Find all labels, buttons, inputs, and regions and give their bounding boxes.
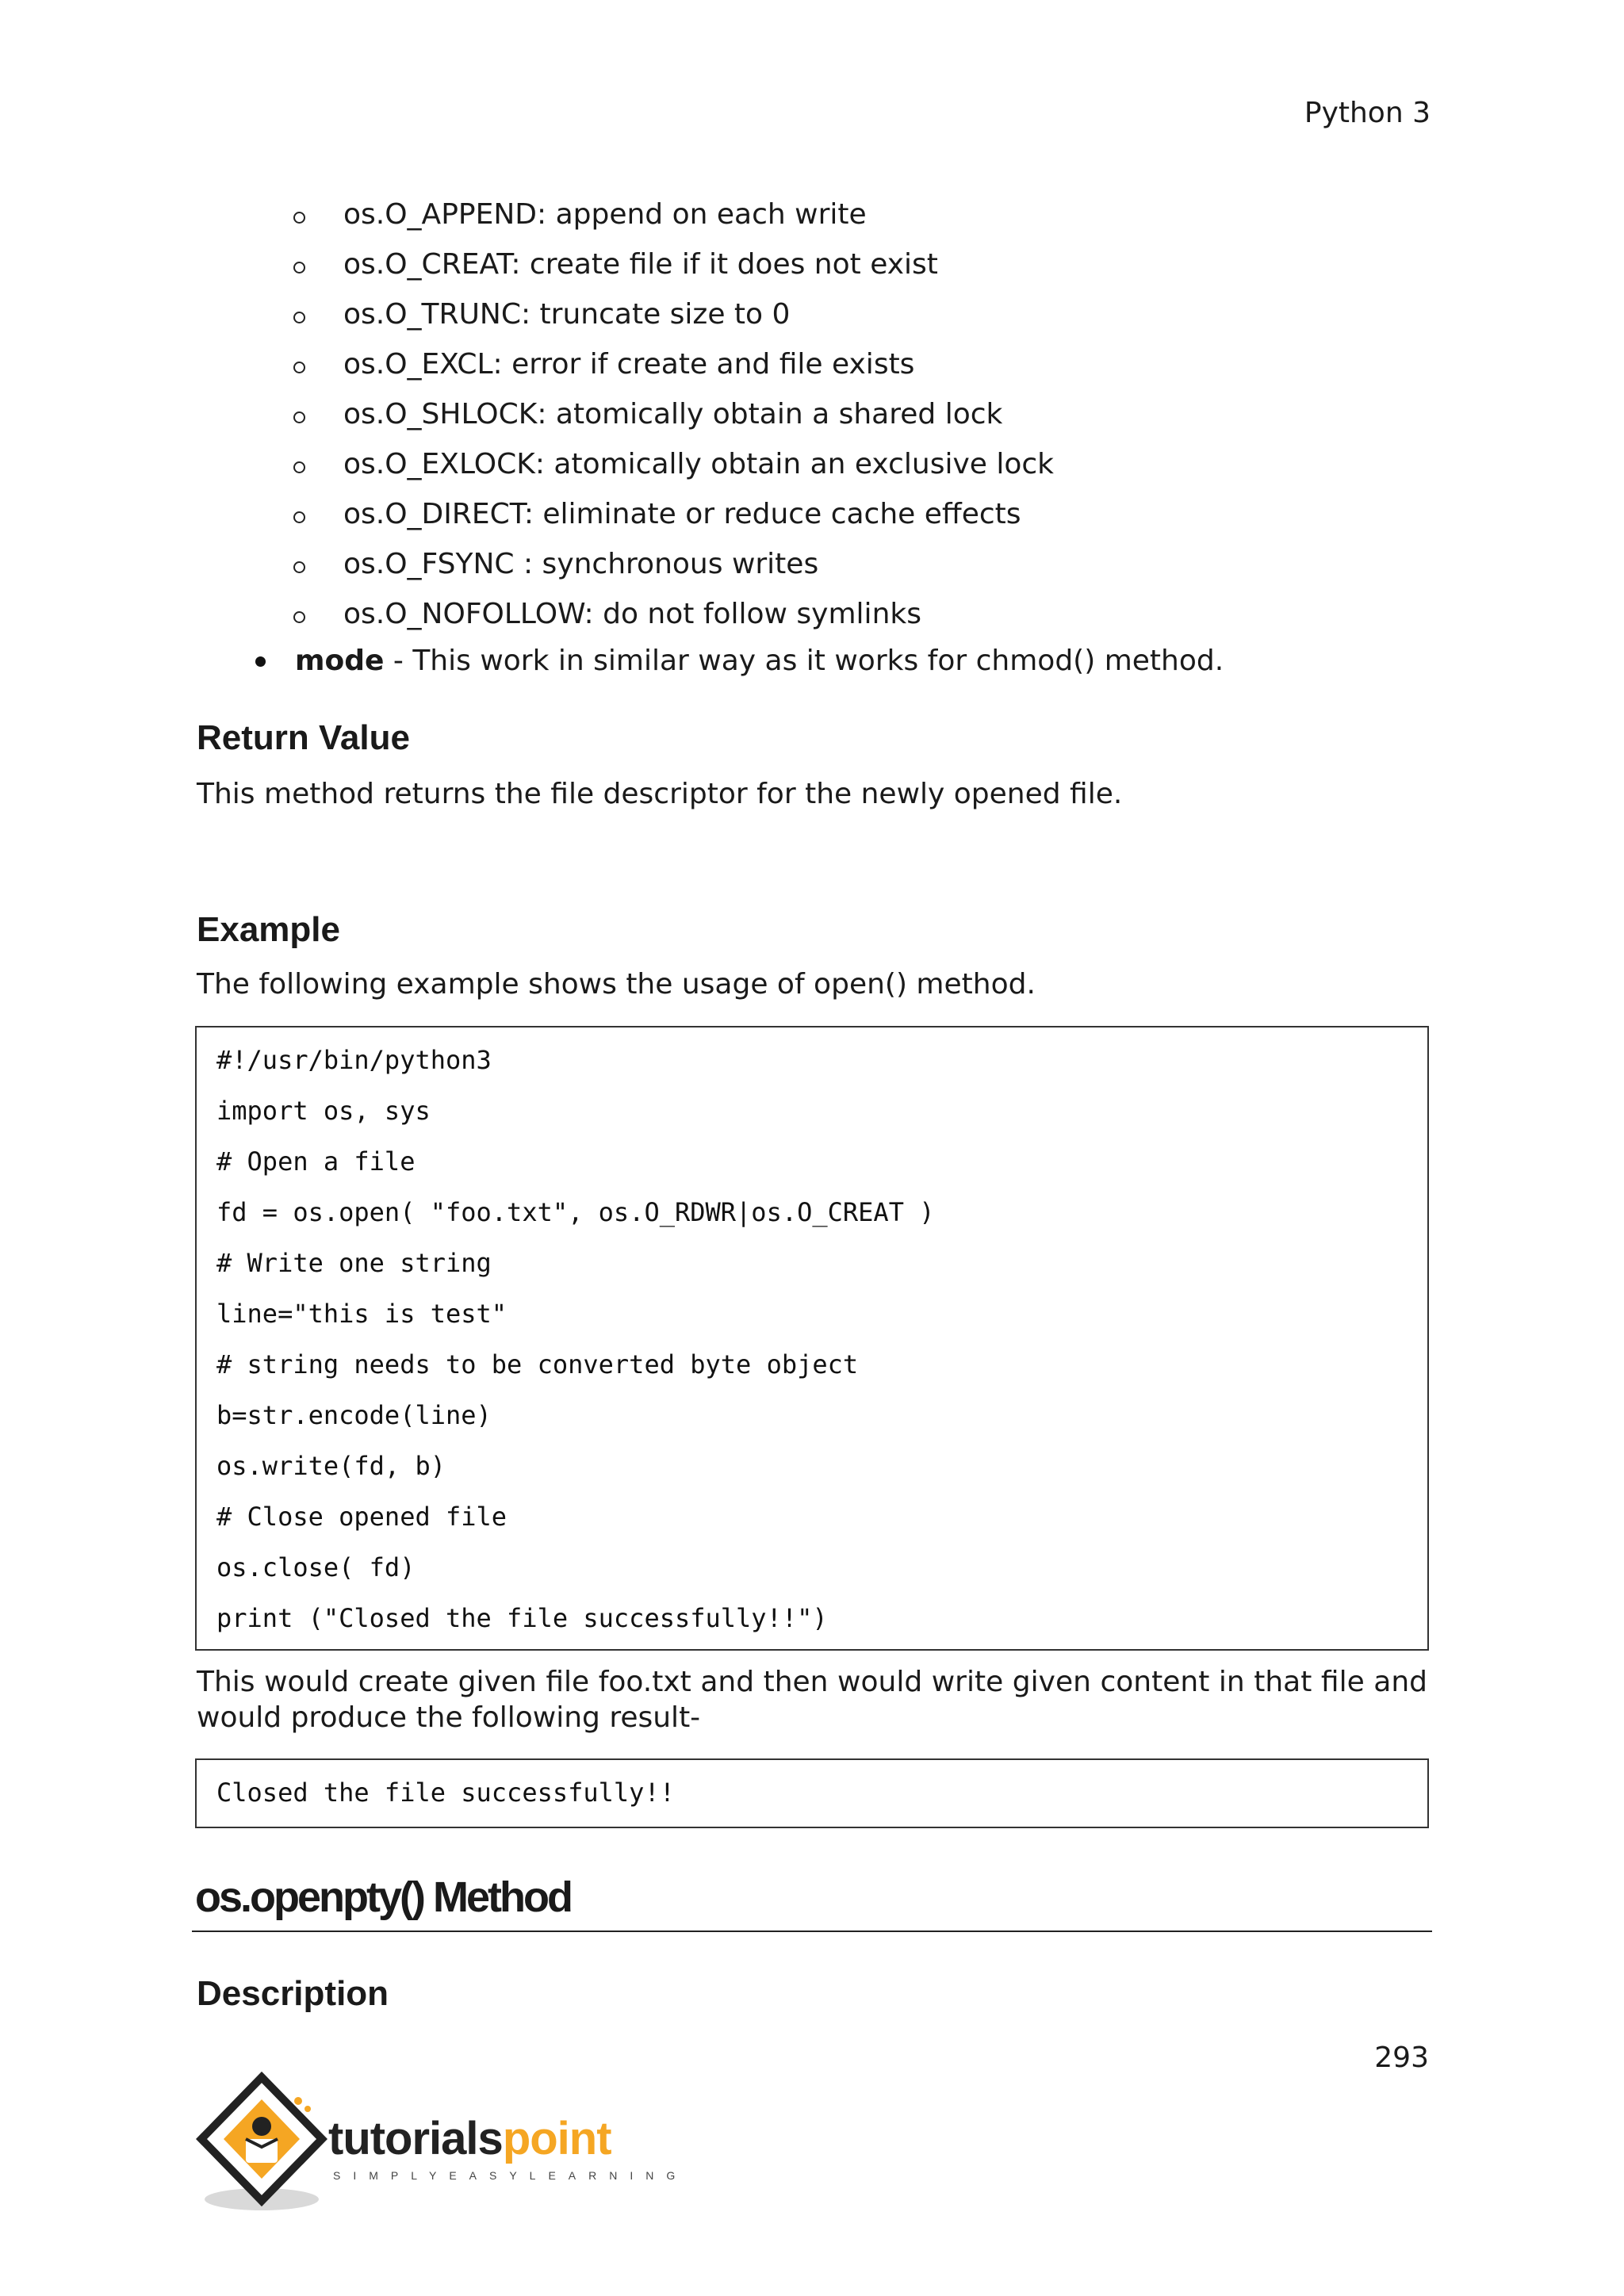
code-line: #!/usr/bin/python3 <box>216 1045 492 1075</box>
code-line: # Close opened file <box>216 1502 508 1532</box>
page-header-title: Python 3 <box>1304 97 1431 129</box>
flag-text: os.O_FSYNC : synchronous writes <box>343 548 819 580</box>
description-heading: Description <box>197 1974 389 2013</box>
flag-text: os.O_NOFOLLOW: do not follow symlinks <box>343 598 921 630</box>
output-line: Closed the file successfully!! <box>216 1777 675 1808</box>
code-line: # Open a file <box>216 1146 416 1177</box>
logo-tagline: SIMPLYEASYLEARNING <box>333 2169 688 2182</box>
result-text-line-1: This would create given file foo.txt and then would write given content in that file and <box>197 1666 1427 1698</box>
page-number: 293 <box>1374 2042 1429 2074</box>
code-line: fd = os.open( "foo.txt", os.O_RDWR|os.O_CREAT ) <box>216 1197 935 1227</box>
code-line: os.close( fd) <box>216 1552 416 1582</box>
example-intro: The following example shows the usage of open() method. <box>197 968 1036 1001</box>
bullet-icon <box>255 656 266 667</box>
circle-bullet-icon <box>293 362 305 373</box>
flag-text: os.O_TRUNC: truncate size to 0 <box>343 298 791 331</box>
title-divider <box>192 1931 1432 1932</box>
return-value-text: This method returns the file descriptor for the newly opened file. <box>197 778 1123 810</box>
flag-text: os.O_APPEND: append on each write <box>343 198 867 231</box>
code-line: # Write one string <box>216 1248 492 1278</box>
code-line: print ("Closed the file successfully!!") <box>216 1603 828 1633</box>
circle-bullet-icon <box>293 561 305 573</box>
flag-text: os.O_SHLOCK: atomically obtain a shared lock <box>343 398 1003 430</box>
circle-bullet-icon <box>293 312 305 323</box>
code-line: line="this is test" <box>216 1299 508 1329</box>
flag-text: os.O_EXLOCK: atomically obtain an exclusive lock <box>343 448 1055 480</box>
flag-text: os.O_EXCL: error if create and file exists <box>343 348 915 381</box>
output-block <box>195 1758 1429 1828</box>
circle-bullet-icon <box>293 461 305 473</box>
circle-bullet-icon <box>293 212 305 224</box>
circle-bullet-icon <box>293 611 305 623</box>
mode-description: - This work in similar way as it works for chmod() method. <box>384 645 1224 677</box>
logo-emblem-icon <box>193 2071 328 2214</box>
flag-text: os.O_CREAT: create file if it does not exist <box>343 248 938 281</box>
circle-bullet-icon <box>293 411 305 423</box>
code-line: os.write(fd, b) <box>216 1451 446 1481</box>
mode-term: mode <box>295 645 385 677</box>
circle-bullet-icon <box>293 511 305 523</box>
return-value-heading: Return Value <box>197 718 410 757</box>
code-block <box>195 1026 1429 1651</box>
code-line: import os, sys <box>216 1096 431 1126</box>
result-text-line-2: would produce the following result- <box>197 1701 701 1734</box>
section-title: os.openpty() Method <box>195 1873 571 1921</box>
circle-bullet-icon <box>293 262 305 274</box>
example-heading: Example <box>197 910 340 949</box>
code-line: b=str.encode(line) <box>216 1400 492 1430</box>
tutorialspoint-logo <box>193 2071 688 2214</box>
flag-text: os.O_DIRECT: eliminate or reduce cache effects <box>343 498 1021 530</box>
code-line: # string needs to be converted byte object <box>216 1349 859 1380</box>
logo-wordmark: tutorialspoint <box>328 2113 611 2164</box>
